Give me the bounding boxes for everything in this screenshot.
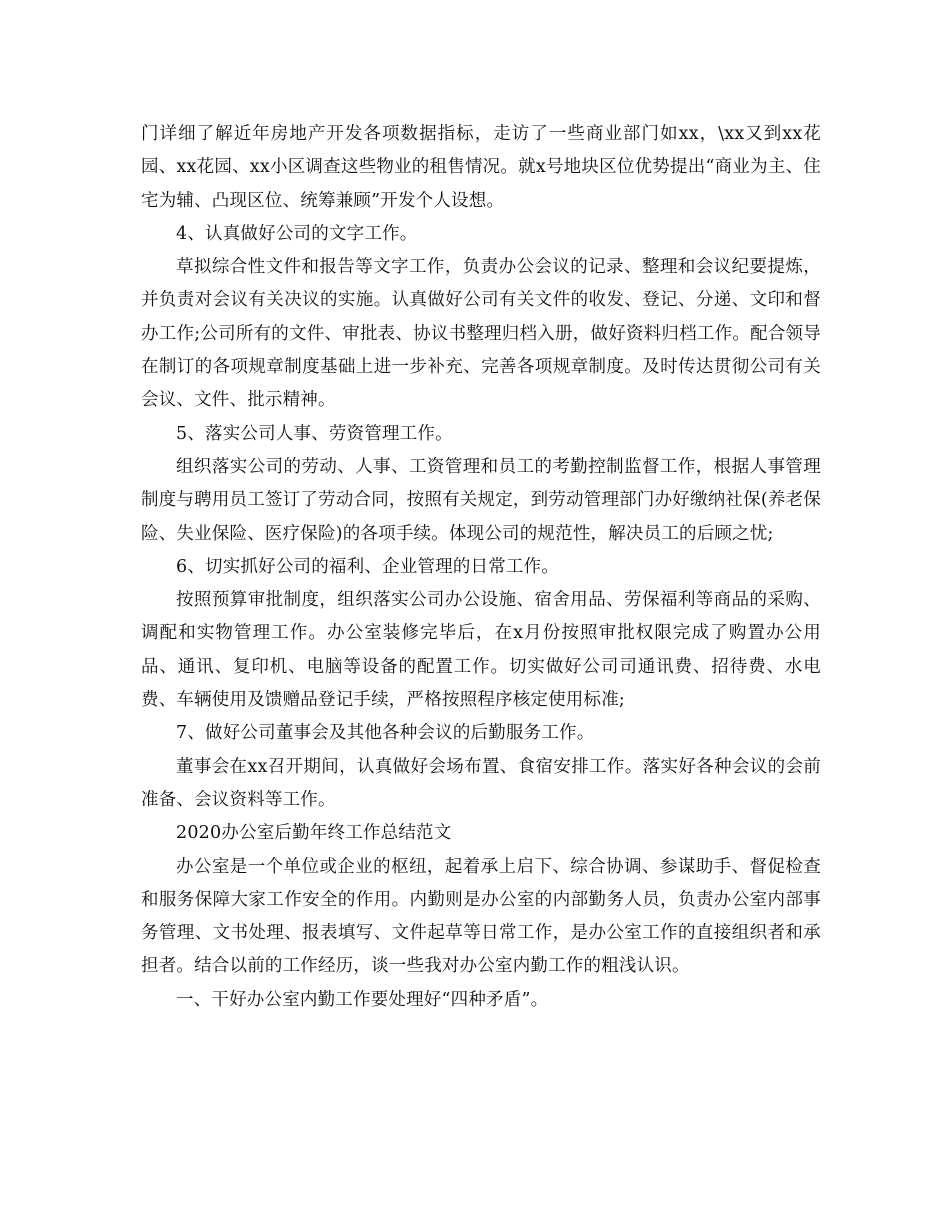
paragraph-office-intro: 办公室是一个单位或企业的枢纽，起着承上启下、综合协调、参谋助手、督促检查和服务保障大家工作安全的作用。内勤则是办公室的内部勤务人员，负责办公室内部事务管理、文书处理、报表填写、文件起草等日常工作，是办公室工作的直接组织者和承担者。结合以前的工作经历，谈一些我对办公室内勤工作的粗浅认识。 (141, 856, 821, 977)
paragraph-continuation: 门详细了解近年房地产开发各项数据指标，走访了一些商业部门如xx，\xx又到xx花园、xx花园、xx小区调查这些物业的租售情况。就x号地块区位优势提出“商业为主、住宅为辅、凸现区位、统筹兼顾”开发个人设想。 (141, 124, 821, 211)
section-heading-7: 7、做好公司董事会及其他各种会议的后勤服务工作。 (176, 723, 595, 744)
section-heading-6: 6、切实抓好公司的福利、企业管理的日常工作。 (176, 556, 560, 577)
paragraph-welfare: 按照预算审批制度，组织落实公司办公设施、宿舍用品、劳保福利等商品的采购、调配和实物管理工作。办公室装修完毕后，在x月份按照审批权限完成了购置办公用品、通讯、复印机、电脑等设备的配置工作。切实做好公司司通讯费、招待费、水电费、车辆使用及馈赠品登记手续，严格按照程序核定使用标准; (141, 590, 821, 711)
section-heading-5: 5、落实公司人事、劳资管理工作。 (176, 423, 453, 444)
section-heading-4: 4、认真做好公司的文字工作。 (176, 223, 418, 244)
article-title: 2020办公室后勤年终工作总结范文 (176, 823, 452, 844)
paragraph-personnel: 组织落实公司的劳动、人事、工资管理和员工的考勤控制监督工作，根据人事管理制度与聘用员工签订了劳动合同，按照有关规定，到劳动管理部门办好缴纳社保(养老保险、失业保险、医疗保险)的各项手续。体现公司的规范性，解决员工的后顾之忧; (141, 456, 821, 544)
document-body (141, 118, 821, 1017)
paragraph-board-meetings: 董事会在xx召开期间，认真做好会场布置、食宿安排工作。落实好各种会议的会前准备、会议资料等工作。 (141, 756, 821, 810)
paragraph-writing-work: 草拟综合性文件和报告等文字工作，负责办公会议的记录、整理和会议纪要提炼，并负责对会议有关决议的实施。认真做好公司有关文件的收发、登记、分递、文印和督办工作;公司所有的文件、审批表、协议书整理归档入册，做好资料归档工作。配合领导在制订的各项规章制度基础上进一步补充、完善各项规章制度。及时传达贯彻公司有关会议、文件、批示精神。 (141, 257, 821, 411)
section-heading-one: 一、干好办公室内勤工作要处理好“四种矛盾”。 (176, 989, 549, 1010)
